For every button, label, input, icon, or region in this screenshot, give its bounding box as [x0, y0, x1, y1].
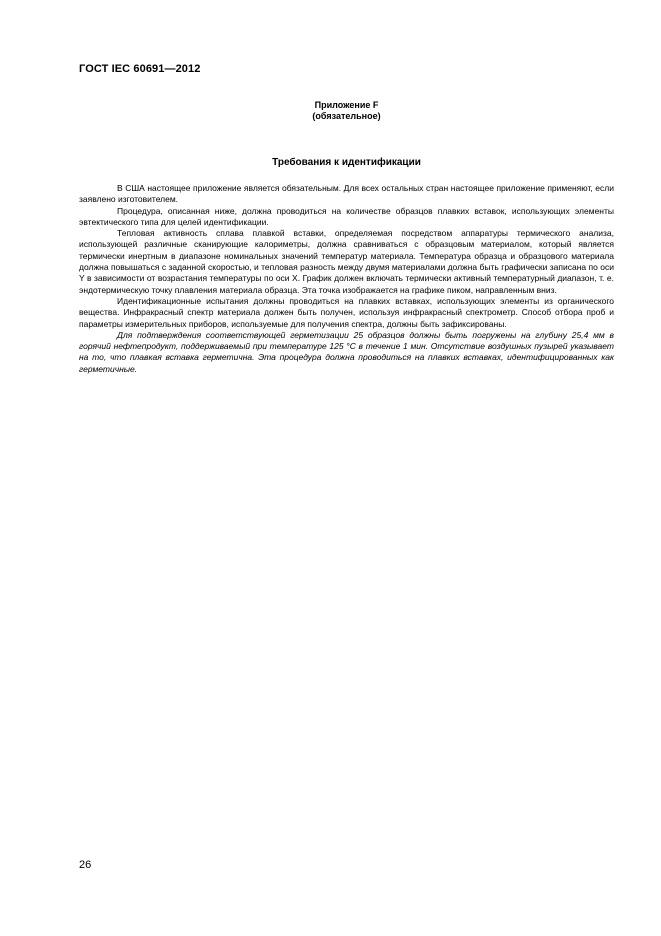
paragraph-thermal-analysis: Тепловая активность сплава плавкой вставки, определяемая посредством аппаратуры термического анализа, использующей различные сканирующие калориметры, должна сравниваться с образцовым материалом, который является термически инертным в диапазоне номинальных значений температур материала. Температура образца и образцового материала должна повышаться с заданной скоростью, и тепловая разность между двумя материалами должна быть графически записана по оси Y в зависимости от возрастания температуры по оси X. График должен включать термически активный температурный диапазон, т. е. эндотермическую точку плавления материала образца. Эта точка изображается на графике пиком, направленным вниз. [79, 228, 614, 295]
section-title: Требования к идентификации [272, 157, 421, 168]
paragraph-usa-requirement: В США настоящее приложение является обязательным. Для всех остальных стран настоящее приложение применяют, если заявлено изготовителем. [79, 183, 614, 205]
appendix-title: Приложение F [314, 100, 379, 110]
appendix-heading [79, 100, 614, 122]
standard-code-header: ГОСТ IEC 60691—2012 [79, 63, 201, 75]
body-text [79, 183, 614, 375]
page-number: 26 [79, 859, 92, 871]
paragraph-procedure: Процедура, описанная ниже, должна проводиться на количестве образцов плавких вставок, использующих элементы эвтектического типа для целей идентификации. [79, 205, 614, 227]
appendix-status: (обязательное) [312, 111, 381, 121]
paragraph-identification-tests: Идентификационные испытания должны проводиться на плавких вставках, использующих элементы из органического вещества. Инфракрасный спектр материала должен быть получен, используя инфракрасный спектрометр. Способ отбора проб и параметры измерительных приборов, используемые для получения спектра, должны быть зафиксированы. [79, 295, 614, 329]
paragraph-sealing-test: Для подтверждения соответствующей герметизации 25 образцов должны быть погружены на глубину 25,4 мм в горячий нефтепродукт, поддерживаемый при температуре 125 °C в течение 1 мин. Отсутствие воздушных пузырей указывает на то, что плавкая вставка герметична. Эта процедура должна проводиться на плавких вставках, идентифицированных как герметичные. [79, 329, 614, 374]
